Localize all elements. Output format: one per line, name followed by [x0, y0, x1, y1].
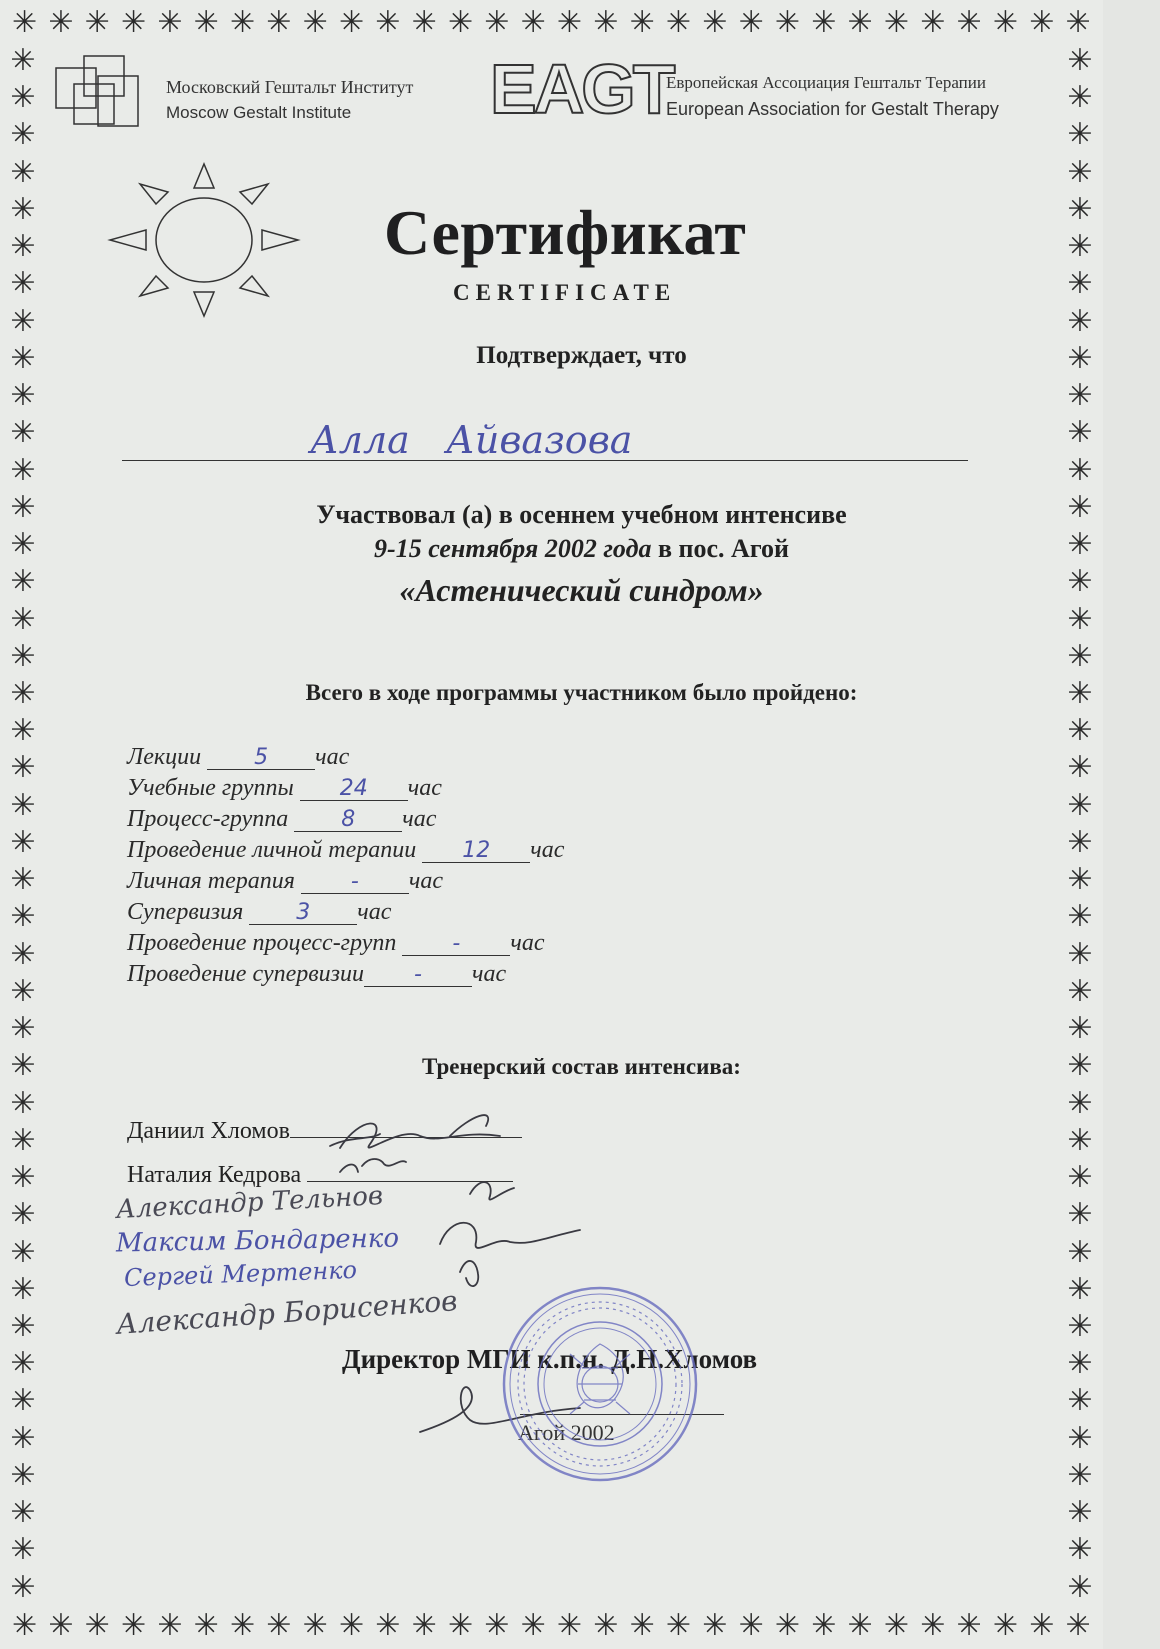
- ornament-star-icon: ✳: [266, 6, 292, 40]
- ornament-star-icon: ✳: [1067, 1532, 1093, 1568]
- ornament-star-icon: ✳: [1067, 1383, 1093, 1419]
- hours-value: -: [402, 933, 510, 956]
- ornament-star-icon: ✳: [1067, 973, 1093, 1009]
- ornament-star-icon: ✳: [10, 1346, 36, 1382]
- ornament-star-icon: ✳: [411, 6, 437, 40]
- mgi-name-ru: Московский Гештальт Институт: [166, 77, 414, 97]
- trainers-heading: Тренерский состав интенсива:: [422, 1054, 741, 1079]
- ornament-star-icon: ✳: [10, 1160, 36, 1196]
- ornament-star-icon: ✳: [774, 6, 801, 40]
- ornament-star-icon: ✳: [1067, 191, 1093, 227]
- hours-label: Процесс-группа: [127, 806, 289, 832]
- hours-value: 24: [300, 778, 408, 801]
- ornament-star-icon: ✳: [1065, 6, 1091, 40]
- hours-value: 3: [249, 902, 357, 925]
- course-line: Участвовал (а) в осеннем учебном интенсиве: [316, 500, 847, 529]
- ornament-star-icon: ✳: [10, 638, 36, 674]
- certificate-subtitle: CERTIFICATE: [453, 280, 677, 305]
- hours-value: 12: [422, 840, 530, 863]
- ornament-star-icon: ✳: [1067, 1122, 1093, 1158]
- ornament-star-icon: ✳: [193, 6, 219, 40]
- ornament-star-icon: ✳: [556, 1609, 583, 1643]
- hours-unit: час: [402, 806, 437, 832]
- ornament-star-icon: ✳: [1067, 489, 1093, 525]
- ornament-star-icon: ✳: [10, 46, 36, 78]
- hours-unit: час: [510, 930, 545, 956]
- hours-row-study-groups: [127, 775, 442, 802]
- ornament-star-icon: ✳: [956, 6, 982, 40]
- trainer-name: Даниил Хломов: [127, 1118, 290, 1144]
- eagt-name-ru: Европейская Ассоциация Гештальт Терапии: [666, 73, 986, 92]
- ornament-star-icon: ✳: [10, 303, 36, 339]
- ornament-star-icon: ✳: [10, 824, 36, 860]
- hours-label: Учебные группы: [127, 775, 294, 801]
- ornament-star-icon: ✳: [1067, 117, 1093, 153]
- course-location: в пос. Агой: [651, 534, 789, 563]
- ornament-star-icon: ✳: [10, 1271, 36, 1307]
- hours-unit: час: [407, 775, 442, 801]
- participant-name: Алла Айвазова: [310, 418, 633, 462]
- ornament-star-icon: ✳: [1067, 46, 1093, 78]
- hours-label: Проведение процесс-групп: [127, 930, 397, 956]
- ornament-star-icon: ✳: [629, 1609, 655, 1643]
- ornament-star-icon: ✳: [10, 787, 36, 823]
- ornament-star-icon: ✳: [774, 1609, 801, 1643]
- ornament-star-icon: ✳: [84, 6, 110, 40]
- ornament-star-icon: ✳: [484, 6, 510, 40]
- ornament-star-icon: ✳: [10, 862, 36, 898]
- ornament-star-icon: ✳: [48, 1609, 74, 1643]
- director-title: Директор МГИ к.п.н. Д.Н.Хломов: [342, 1344, 758, 1374]
- ornament-star-icon: ✳: [847, 6, 873, 40]
- confirm-text: Подтверждает, что: [476, 342, 687, 369]
- ornament-star-icon: ✳: [883, 6, 910, 40]
- ornament-star-icon: ✳: [1067, 713, 1093, 749]
- ornament-star-icon: ✳: [1067, 638, 1093, 674]
- ornament-star-icon: ✳: [375, 6, 401, 40]
- ornament-star-icon: ✳: [10, 1197, 36, 1233]
- handwritten-trainer: Максим Бондаренко: [115, 1223, 400, 1259]
- eagt-name-en: European Association for Gestalt Therapy: [666, 99, 999, 119]
- ornament-star-icon: ✳: [10, 1308, 36, 1344]
- hours-label: Супервизия: [127, 899, 244, 925]
- ornament-star-icon: ✳: [10, 973, 36, 1009]
- ornament-star-icon: ✳: [12, 6, 38, 40]
- hours-unit: час: [408, 868, 444, 894]
- ornament-star-icon: ✳: [1067, 1085, 1093, 1121]
- signature-scribbles: [300, 1096, 600, 1316]
- left-ornament-border: [6, 46, 40, 1603]
- course-name: «Астенический синдром»: [399, 572, 764, 608]
- hours-row-process-group: [127, 806, 436, 833]
- ornament-star-icon: ✳: [1067, 415, 1093, 451]
- bottom-ornament-border: [12, 1609, 1091, 1643]
- ornament-star-icon: ✳: [10, 1569, 36, 1603]
- hours-unit: час: [530, 837, 565, 863]
- summary-heading: Всего в ходе программы участником было пройдено:: [305, 680, 858, 705]
- ornament-star-icon: ✳: [1067, 1011, 1093, 1047]
- hours-row-conducting-process-groups: [127, 930, 545, 957]
- hours-value: -: [301, 871, 409, 894]
- ornament-star-icon: ✳: [10, 340, 36, 376]
- ornament-star-icon: ✳: [920, 1609, 946, 1643]
- handwritten-trainer: Александр Борисенков: [115, 1284, 459, 1341]
- trainer-name: Наталия Кедрова: [127, 1162, 302, 1188]
- ornament-star-icon: ✳: [1067, 1346, 1093, 1382]
- ornament-star-icon: ✳: [593, 1609, 619, 1643]
- ornament-star-icon: ✳: [229, 6, 256, 40]
- ornament-star-icon: ✳: [10, 713, 36, 749]
- ornament-star-icon: ✳: [811, 6, 837, 40]
- top-ornament-border: [12, 6, 1091, 40]
- ornament-star-icon: ✳: [193, 1609, 219, 1643]
- ornament-star-icon: ✳: [1067, 154, 1093, 190]
- ornament-star-icon: ✳: [10, 750, 36, 786]
- ornament-star-icon: ✳: [992, 1609, 1018, 1643]
- ornament-star-icon: ✳: [1029, 6, 1055, 40]
- hours-row-supervision: [127, 899, 391, 926]
- ornament-star-icon: ✳: [12, 1609, 38, 1643]
- ornament-star-icon: ✳: [629, 6, 655, 40]
- ornament-star-icon: ✳: [520, 6, 546, 40]
- ornament-star-icon: ✳: [1067, 1420, 1093, 1456]
- ornament-star-icon: ✳: [229, 1609, 256, 1643]
- ornament-star-icon: ✳: [1067, 527, 1093, 563]
- mgi-logo-icon: [54, 54, 144, 134]
- ornament-star-icon: ✳: [556, 6, 583, 40]
- ornament-star-icon: ✳: [1067, 1457, 1093, 1493]
- course-dates-line: [0, 534, 1160, 564]
- place-year: Агой 2002: [518, 1420, 615, 1445]
- ornament-star-icon: ✳: [157, 6, 183, 40]
- ornament-star-icon: ✳: [702, 1609, 728, 1643]
- ornament-star-icon: ✳: [484, 1609, 510, 1643]
- official-stamp: [500, 1284, 700, 1484]
- eagt-name: [666, 70, 999, 122]
- ornament-star-icon: ✳: [665, 6, 692, 40]
- right-ornament-border: [1063, 46, 1097, 1603]
- ornament-star-icon: ✳: [1067, 1569, 1093, 1603]
- hours-unit: час: [315, 744, 350, 770]
- hours-label: Лекции: [127, 744, 202, 770]
- ornament-star-icon: ✳: [10, 80, 36, 116]
- ornament-star-icon: ✳: [1067, 1308, 1093, 1344]
- eagt-logo: EAGT: [490, 50, 673, 128]
- ornament-star-icon: ✳: [593, 6, 619, 40]
- ornament-star-icon: ✳: [10, 675, 36, 711]
- ornament-star-icon: ✳: [10, 527, 36, 563]
- ornament-star-icon: ✳: [447, 6, 474, 40]
- ornament-star-icon: ✳: [1067, 675, 1093, 711]
- ornament-star-icon: ✳: [10, 1048, 36, 1084]
- ornament-star-icon: ✳: [738, 6, 764, 40]
- handwritten-trainer: Сергей Мертенко: [123, 1255, 358, 1293]
- ornament-star-icon: ✳: [1067, 787, 1093, 823]
- hours-row-personal-therapy: [127, 868, 443, 895]
- ornament-star-icon: ✳: [10, 415, 36, 451]
- ornament-star-icon: ✳: [10, 117, 36, 153]
- ornament-star-icon: ✳: [48, 6, 74, 40]
- ornament-star-icon: ✳: [1067, 1197, 1093, 1233]
- ornament-star-icon: ✳: [1067, 266, 1093, 302]
- sun-emblem-icon: [106, 160, 302, 320]
- ornament-star-icon: ✳: [302, 1609, 328, 1643]
- ornament-star-icon: ✳: [10, 601, 36, 637]
- ornament-star-icon: ✳: [702, 6, 728, 40]
- ornament-star-icon: ✳: [847, 1609, 873, 1643]
- ornament-star-icon: ✳: [10, 1532, 36, 1568]
- ornament-star-icon: ✳: [10, 1011, 36, 1047]
- ornament-star-icon: ✳: [10, 899, 36, 935]
- ornament-star-icon: ✳: [10, 378, 36, 414]
- hours-label: Проведение личной терапии: [127, 837, 417, 863]
- ornament-star-icon: ✳: [1067, 378, 1093, 414]
- mgi-name: [166, 74, 413, 126]
- ornament-star-icon: ✳: [10, 266, 36, 302]
- ornament-star-icon: ✳: [84, 1609, 110, 1643]
- ornament-star-icon: ✳: [883, 1609, 910, 1643]
- ornament-star-icon: ✳: [10, 452, 36, 488]
- ornament-star-icon: ✳: [120, 1609, 147, 1643]
- ornament-star-icon: ✳: [1067, 601, 1093, 637]
- ornament-star-icon: ✳: [665, 1609, 692, 1643]
- ornament-star-icon: ✳: [1029, 1609, 1055, 1643]
- ornament-star-icon: ✳: [1067, 229, 1093, 265]
- mgi-name-en: Moscow Gestalt Institute: [166, 103, 352, 122]
- ornament-star-icon: ✳: [1067, 452, 1093, 488]
- ornament-star-icon: ✳: [10, 1383, 36, 1419]
- ornament-star-icon: ✳: [1067, 80, 1093, 116]
- ornament-star-icon: ✳: [411, 1609, 437, 1643]
- ornament-star-icon: ✳: [920, 6, 946, 40]
- hours-row-conducting-therapy: [127, 837, 564, 864]
- ornament-star-icon: ✳: [1067, 340, 1093, 376]
- ornament-star-icon: ✳: [1067, 862, 1093, 898]
- ornament-star-icon: ✳: [10, 229, 36, 265]
- ornament-star-icon: ✳: [1067, 750, 1093, 786]
- hours-value: -: [364, 964, 472, 987]
- ornament-star-icon: ✳: [10, 1234, 36, 1270]
- ornament-star-icon: ✳: [338, 1609, 365, 1643]
- ornament-star-icon: ✳: [447, 1609, 474, 1643]
- ornament-star-icon: ✳: [738, 1609, 764, 1643]
- ornament-star-icon: ✳: [10, 564, 36, 600]
- ornament-star-icon: ✳: [1067, 899, 1093, 935]
- ornament-star-icon: ✳: [811, 1609, 837, 1643]
- hours-row-conducting-supervision: [127, 961, 506, 988]
- ornament-star-icon: ✳: [10, 1122, 36, 1158]
- ornament-star-icon: ✳: [302, 6, 328, 40]
- ornament-star-icon: ✳: [10, 191, 36, 227]
- ornament-star-icon: ✳: [10, 1457, 36, 1493]
- ornament-star-icon: ✳: [956, 1609, 982, 1643]
- hours-label: Проведение супервизии: [127, 961, 365, 987]
- ornament-star-icon: ✳: [120, 6, 147, 40]
- ornament-star-icon: ✳: [1067, 303, 1093, 339]
- ornament-star-icon: ✳: [1067, 1271, 1093, 1307]
- ornament-star-icon: ✳: [266, 1609, 292, 1643]
- hours-label: Личная терапия: [127, 868, 295, 894]
- handwritten-trainer: Александр Тельнов: [115, 1181, 384, 1225]
- ornament-star-icon: ✳: [10, 936, 36, 972]
- ornament-star-icon: ✳: [10, 1495, 36, 1531]
- ornament-star-icon: ✳: [520, 1609, 546, 1643]
- ornament-star-icon: ✳: [1067, 936, 1093, 972]
- ornament-star-icon: ✳: [10, 489, 36, 525]
- ornament-star-icon: ✳: [1067, 824, 1093, 860]
- hours-value: 5: [207, 747, 315, 770]
- ornament-star-icon: ✳: [338, 6, 365, 40]
- ornament-star-icon: ✳: [1067, 1234, 1093, 1270]
- certificate-title: Сертификат: [384, 197, 747, 268]
- ornament-star-icon: ✳: [10, 1420, 36, 1456]
- course-dates: 9-15 сентября 2002 года: [374, 534, 652, 563]
- hours-value: 8: [294, 809, 402, 832]
- hours-unit: час: [357, 899, 392, 925]
- ornament-star-icon: ✳: [10, 154, 36, 190]
- ornament-star-icon: ✳: [375, 1609, 401, 1643]
- ornament-star-icon: ✳: [1067, 564, 1093, 600]
- ornament-star-icon: ✳: [1065, 1609, 1091, 1643]
- ornament-star-icon: ✳: [1067, 1048, 1093, 1084]
- hours-unit: час: [472, 961, 507, 987]
- ornament-star-icon: ✳: [1067, 1160, 1093, 1196]
- ornament-star-icon: ✳: [1067, 1495, 1093, 1531]
- hours-row-lectures: [127, 744, 349, 771]
- ornament-star-icon: ✳: [157, 1609, 183, 1643]
- ornament-star-icon: ✳: [10, 1085, 36, 1121]
- ornament-star-icon: ✳: [992, 6, 1018, 40]
